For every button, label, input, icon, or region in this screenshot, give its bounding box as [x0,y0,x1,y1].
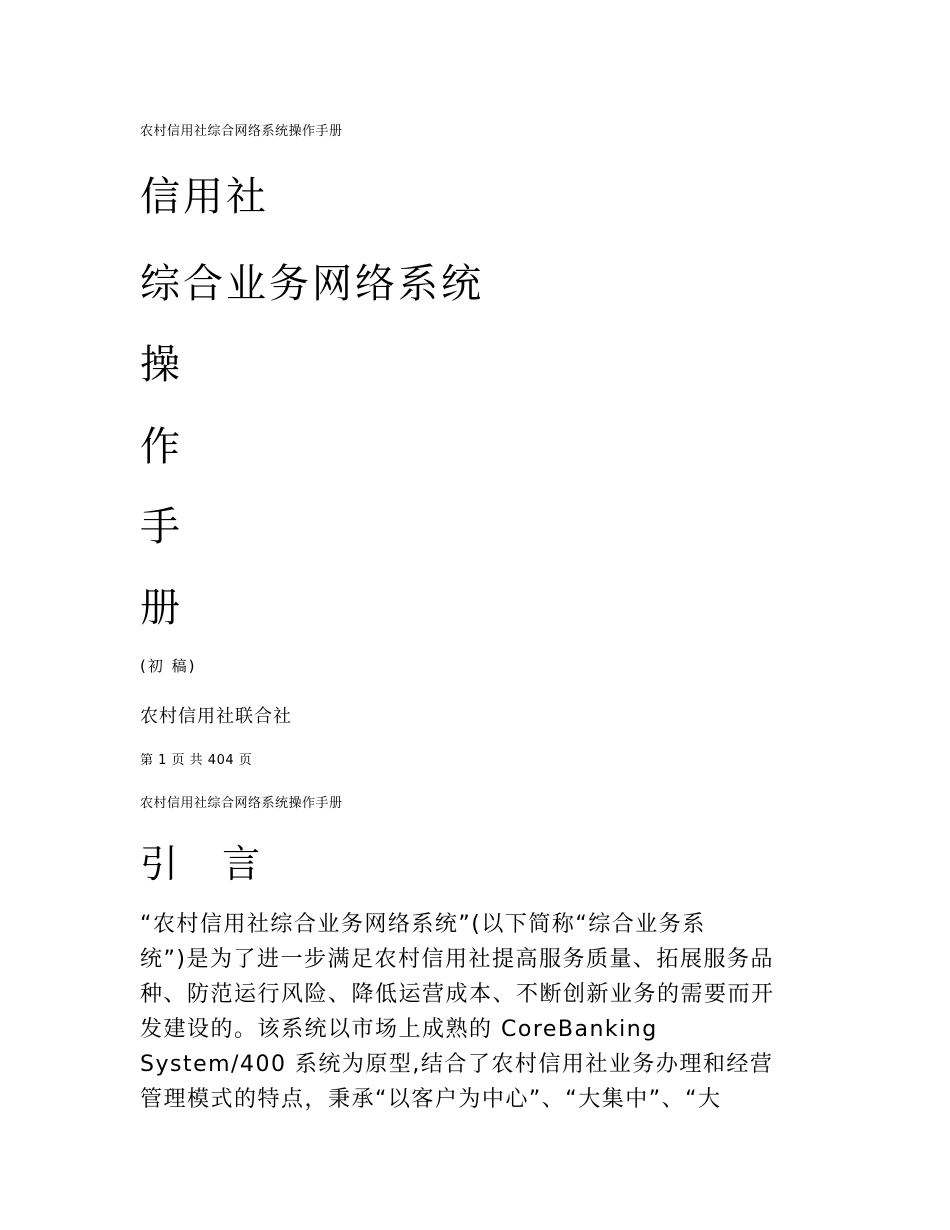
running-header: 农村信用社综合网络系统操作手册 [140,124,343,139]
paragraph-line: “农村信用社综合业务网络系统”(以下简称“综合业务系 [140,912,706,937]
intro-heading: 引 言 [140,842,277,886]
draft-note: (初 稿) [140,657,197,675]
title-line-4: 作 [140,424,183,470]
paragraph-line: 种、防范运行风险、降低运营成本、不断创新业务的需要而开 [140,982,775,1007]
title-line-6: 册 [140,585,183,631]
title-line-2: 综合业务网络系统 [140,261,484,307]
title-line-1: 信用社 [140,174,269,220]
title-line-3: 操 [140,342,183,388]
organization-name: 农村信用社联合社 [140,706,292,727]
paragraph-line: 发建设的。该系统以市场上成熟的 CoreBanking [140,1017,658,1042]
intro-paragraph [140,907,820,1117]
paragraph-line: 管理模式的特点，秉承“以客户为中心”、“大集中”、“大 [140,1087,722,1112]
title-line-5: 手 [140,504,183,550]
paragraph-line: System/400 系统为原型,结合了农村信用社业务办理和经营 [140,1052,774,1077]
page-footer: 第 1 页 共 404 页 [140,753,253,768]
running-header-2: 农村信用社综合网络系统操作手册 [140,796,343,811]
paragraph-line: 统”)是为了进一步满足农村信用社提高服务质量、拓展服务品 [140,947,774,972]
